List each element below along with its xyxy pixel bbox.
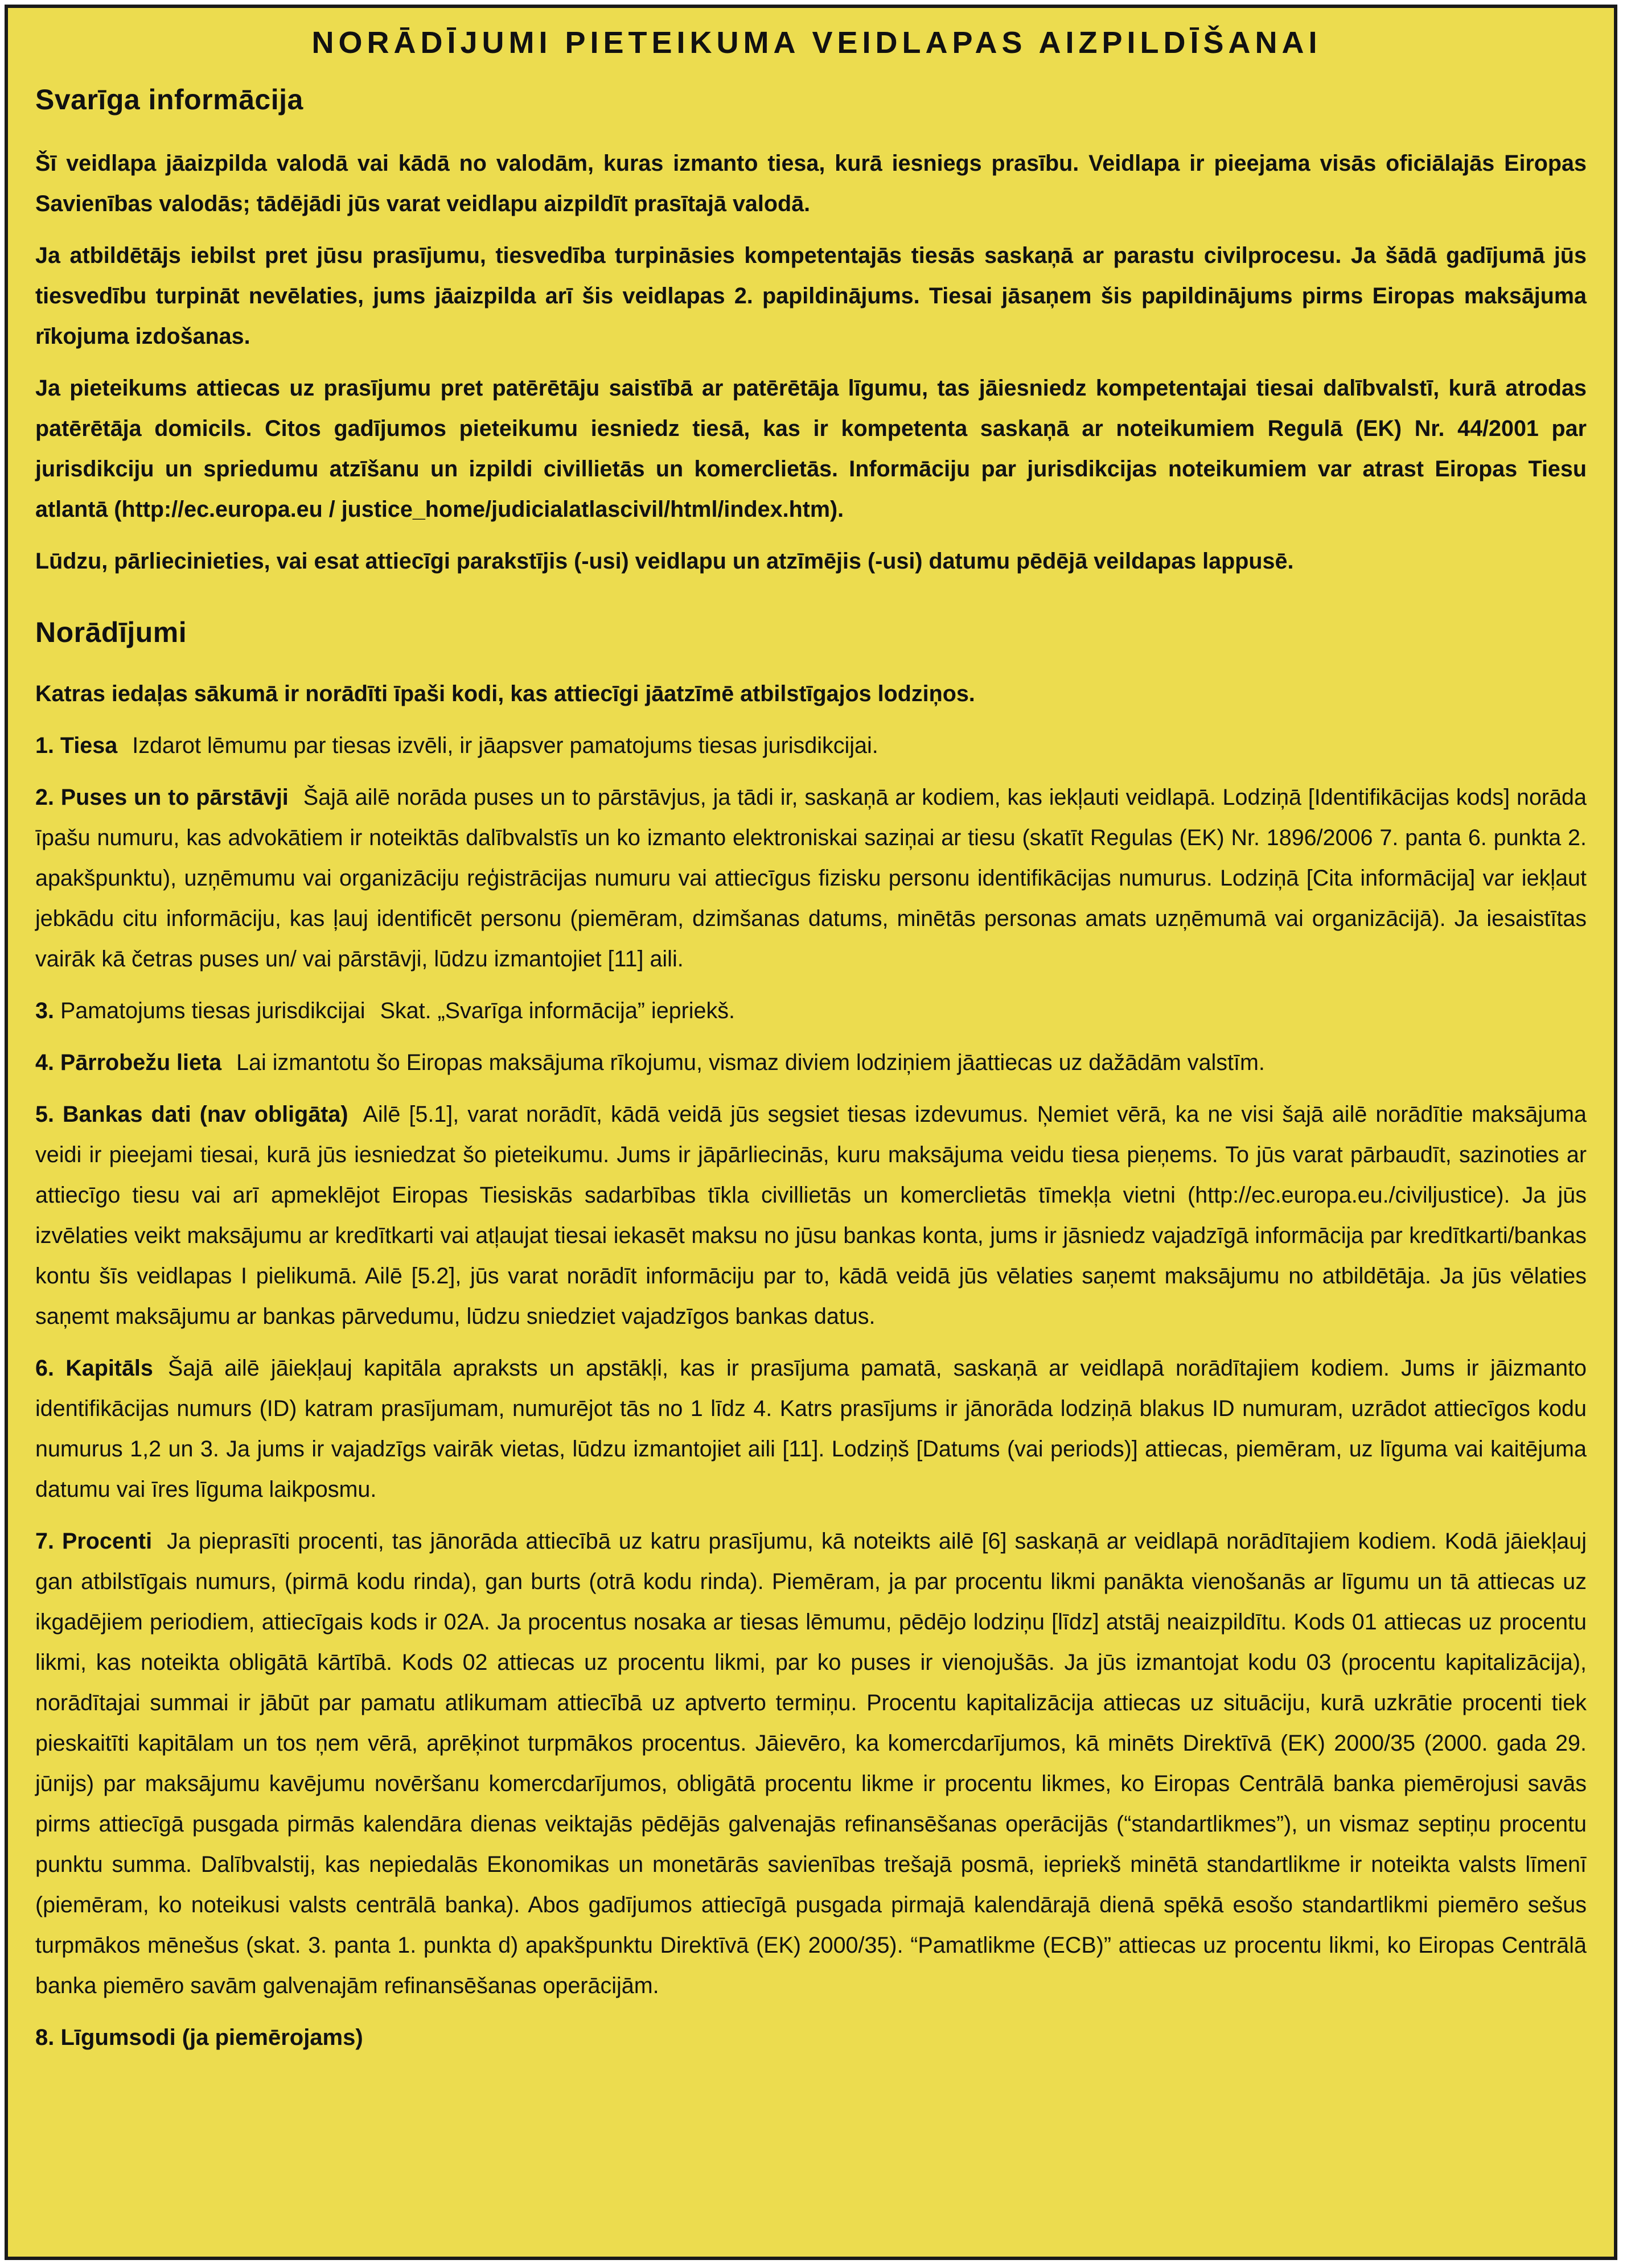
section-text: Šajā ailē norāda puses un to pārstāvjus, ja tādi ir, saskaņā ar kodiem, kas iekļauti veidlapā. Lodziņā [Identifikācijas kods] norāda īpašu numuru, kas advokātiem ir noteiktās dalībvalstīs un ko izmanto elektroniskai saziņai ar tiesu (skatīt Regulas (EK) Nr. 1896/2006 7. panta 6. punkta 2. apakšpunktu), uzņēmumu vai organizāciju reģistrācijas numuru vai attiecīgus fizisku personu identifikācijas numurus. Lodziņā [Cita informācija] var iekļaut jebkādu citu informāciju, kas ļauj identificēt personu (piemēram, dzimšanas datums, minētās personas amats uzņēmumā vai organizācijā). Ja iesaistītas vairāk kā četras puses un/ vai pārstāvji, lūdzu izmantojiet [11] aili. (35, 785, 1587, 972)
section-label: 7. Procenti (35, 1529, 153, 1554)
section-text: Ailē [5.1], varat norādīt, kādā veidā jūs segsiet tiesas izdevumus. Ņemiet vērā, ka ne visi šajā ailē norādītie maksājuma veidi ir pieejami tiesai, kurā jūs iesniedzat šo pieteikumu. Jums ir jāpārliecinās, kuru maksājuma veidu tiesa pieņems. To jūs varat pārbaudīt, sazinoties ar attiecīgo tiesu vai arī apmeklējot Eiropas Tiesiskās sadarbības tīkla civillietās un komerclietās tīmekļa vietni (http://ec.europa.eu./civiljustice). Ja jūs izvēlaties veikt maksājumu ar kredītkarti vai atļaujat tiesai iekasēt maksu no jūsu bankas konta, jums ir jāsniedz vajadzīgā informācija par kredītkarti/bankas kontu šīs veidlapas I pielikumā. Ailē [5.2], jūs varat norādīt informāciju par to, kādā veidā jūs vēlaties saņemt maksājumu no atbildētāja. Ja jūs vēlaties saņemt maksājumu ar bankas pārvedumu, lūdzu sniedziet vajadzīgos bankas datus. (35, 1102, 1587, 1329)
instructions-heading: Norādījumi (35, 616, 187, 648)
important-paragraph-signature: Lūdzu, pārliecinieties, vai esat attiecīgi parakstījis (-usi) veidlapu un atzīmējis (-usi) datumu pēdējā veildapas lappusē. (35, 549, 1294, 574)
important-info-heading: Svarīga informācija (35, 84, 303, 116)
section-text: Izdarot lēmumu par tiesas izvēli, ir jāapsver pamatojums tiesas jurisdikcijai. (132, 733, 878, 758)
section-contractual-penalties-heading: 8. Līgumsodi (ja piemērojams) (35, 2025, 363, 2050)
section-label: Pamatojums tiesas jurisdikcijai (60, 998, 365, 1023)
section-label: 2. Puses un to pārstāvji (35, 785, 289, 810)
section-text: Ja pieprasīti procenti, tas jānorāda attiecībā uz katru prasījumu, kā noteikts ailē [6] saskaņā ar veidlapā norādītajiem kodiem. Kodā jāiekļauj gan atbilstīgais numurs, (pirmā kodu rinda), gan burts (otrā kodu rinda). Piemēram, ja par procentu likmi panākta vienošanās ar līgumu un tā attiecas uz ikgadējiem periodiem, attiecīgais kods ir 02A. Ja procentus nosaka ar tiesas lēmumu, pēdējo lodziņu [līdz] atstāj neaizpildītu. Kods 01 attiecas uz procentu likmi, kas noteikta obligātā kārtībā. Kods 02 attiecas uz procentu likmi, par ko puses ir vienojušās. Ja jūs izmantojat kodu 03 (procentu kapitalizācija), norādītajai summai ir jābūt par pamatu atlikumam attiecībā uz aptverto termiņu. Procentu kapitalizācija attiecas uz situāciju, kurā uzkrātie procenti tiek pieskaitīti kapitālam un tos ņem vērā, aprēķinot turpmākos procentus. Jāievēro, ka komercdarījumos, kā minēts Direktīvā (EK) 2000/35 (2000. gada 29. jūnijs) par maksājumu kavējumu novēršanu komercdarījumos, obligātā procentu likme ir procentu likmes, ko Eiropas Centrālā banka piemērojusi savās pirms attiecīgā pusgada pirmās kalendāra dienas veiktajās pēdējās galvenajās refinansēšanas operācijās (“standartlikmes”), un vismaz septiņu procentu punktu summa. Dalībvalstij, kas nepiedalās Ekonomikas un monetārās savienības trešajā posmā, iepriekš minētā standartlikme ir noteikta valsts līmenī (piemēram, ko noteikusi valsts centrālā banka). Abos gadījumos attiecīgā pusgada pirmajā kalendārajā dienā spēkā esošo standartlikmi piemēro sešus turpmākos mēnešus (skat. 3. panta 1. punkta d) apakšpunktu Direktīvā (EK) 2000/35). “Pamatlikme (ECB)” attiecas uz procentu likmi, ko Eiropas Centrālā banka piemēro savām galvenajām refinansēšanas operācijām. (35, 1529, 1587, 1998)
section-label: 4. Pārrobežu lieta (35, 1050, 222, 1075)
document-title: NORĀDĪJUMI PIETEIKUMA VEIDLAPAS AIZPILDĪŠANAI (311, 26, 1322, 60)
section-court (35, 726, 1587, 766)
section-interest (35, 1521, 1587, 2006)
section-label-number: 3. (35, 998, 54, 1023)
section-parties (35, 777, 1587, 979)
section-principal (35, 1348, 1587, 1510)
section-bank-details (35, 1094, 1587, 1337)
section-label: 6. Kapitāls (35, 1356, 153, 1381)
important-paragraph-jurisdiction: Ja pieteikums attiecas uz prasījumu pret patērētāju saistībā ar patērētāja līgumu, tas jāiesniedz kompetentajai tiesai dalībvalstī, kurā atrodas patērētāja domicils. Citos gadījumos pieteikumu iesniedz tiesā, kas ir kompetenta saskaņā ar noteikumiem Regulā (EK) Nr. 44/2001 par jurisdikciju un spriedumu atzīšanu un izpildi civillietās un komerclietās. Informāciju par jurisdikcijas noteikumiem var atrast Eiropas Tiesu atlantā (http://ec.europa.eu / justice_home/judicialatlascivil/html/index.htm). (35, 376, 1587, 522)
instructions-intro: Katras iedaļas sākumā ir norādīti īpaši kodi, kas attiecīgi jāatzīmē atbilstīgajos lodziņos. (35, 681, 975, 706)
section-cross-border (35, 1043, 1587, 1083)
section-text: Lai izmantotu šo Eiropas maksājuma rīkojumu, vismaz diviem lodziņiem jāattiecas uz dažādām valstīm. (236, 1050, 1265, 1075)
section-jurisdiction-basis (35, 991, 1587, 1031)
instructions-page (5, 5, 1617, 2260)
section-label: 1. Tiesa (35, 733, 118, 758)
important-paragraph-objection: Ja atbildētājs iebilst pret jūsu prasījumu, tiesvedība turpināsies kompetentajās tiesās saskaņā ar parastu civilprocesu. Ja šādā gadījumā jūs tiesvedību turpināt nevēlaties, jums jāaizpilda arī šis veidlapas 2. papildinājums. Tiesai jāsaņem šis papildinājums pirms Eiropas maksājuma rīkojuma izdošanas. (35, 243, 1587, 349)
important-paragraph-language: Šī veidlapa jāaizpilda valodā vai kādā no valodām, kuras izmanto tiesa, kurā iesniegs prasību. Veidlapa ir pieejama visās oficiālajās Eiropas Savienības valodās; tādējādi jūs varat veidlapu aizpildīt prasītajā valodā. (35, 151, 1587, 216)
section-text: Skat. „Svarīga informācija” iepriekš. (380, 998, 735, 1023)
section-text: Šajā ailē jāiekļauj kapitāla apraksts un apstākļi, kas ir prasījuma pamatā, saskaņā ar veidlapā norādītajiem kodiem. Jums ir jāizmanto identifikācijas numurs (ID) katram prasījumam, numurējot tās no 1 līdz 4. Katrs prasījums ir jānorāda lodziņā blakus ID numuram, uzrādot attiecīgos kodu numurus 1,2 un 3. Ja jums ir vajadzīgs vairāk vietas, lūdzu izmantojiet aili [11]. Lodziņš [Datums (vai periods)] attiecas, piemēram, uz līguma vai kaitējuma datumu vai īres līguma laikposmu. (35, 1356, 1587, 1502)
section-label: 5. Bankas dati (nav obligāta) (35, 1102, 348, 1127)
